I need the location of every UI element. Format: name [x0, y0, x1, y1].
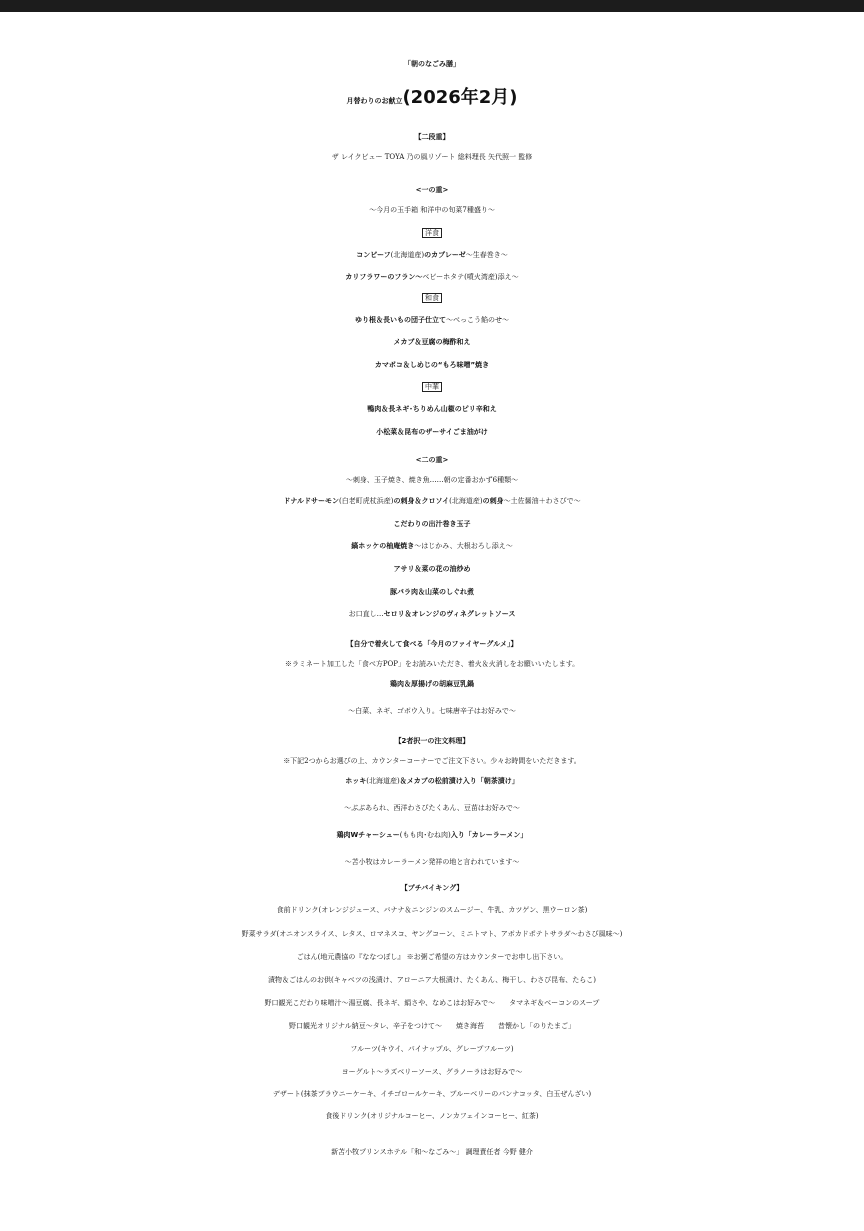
dish-note: ～べっこう餡のせ～	[446, 316, 509, 324]
western-dish-2	[0, 273, 864, 281]
buffet-line: 食前ドリンク(オレンジジュース、バナナ＆ニンジンのスムージー、牛乳、カツゲン、黒ウーロン茶)	[276, 906, 588, 914]
dish-name-cont: のカプレーゼ	[424, 251, 466, 259]
tier2-dish-asari: アサリ＆菜の花の油炒め	[393, 565, 471, 573]
tier2-dish-palate	[0, 610, 864, 618]
chinese-dish-2: 小松菜＆昆布のザーサイごま油がけ	[376, 428, 488, 436]
tier2-dish-hokke	[0, 542, 864, 550]
dish-note: ～生春巻き～	[465, 251, 508, 259]
chinese-label	[0, 382, 864, 392]
chinese-label-box: 中華	[422, 382, 442, 392]
menu-title-text: 月替わりのお献立	[346, 97, 403, 105]
jubako-heading: 【二段重】	[414, 133, 450, 141]
fire-gourmet-dish: 鶏肉＆厚揚げの胡麻豆乳鍋	[390, 680, 474, 688]
tier1-heading: <一の重>	[415, 186, 449, 194]
tier2-dish-tamago: こだわりの出汁巻き玉子	[393, 520, 471, 528]
order-dish-chazuke-desc: ～ぶぶあられ、西洋わさびたくあん、豆苗はお好みで～	[344, 804, 520, 812]
dish-name: コンビーフ	[356, 251, 391, 259]
order-choice-note: ※下記2つからお選びの上、カウンターコーナーでご注文下さい。少々お時間をいただきます。	[283, 757, 581, 765]
dish-name-cont: の刺身＆クロソイ	[393, 497, 450, 505]
dish-note: ～土佐醤油＋わさびで～	[503, 497, 581, 505]
dish-name-cont: 入り「カレーラーメン」	[450, 831, 528, 839]
dish-name: ゆり根＆長いもの団子仕立て	[355, 316, 446, 324]
order-choice-heading: 【2者択一の注文料理】	[394, 737, 470, 745]
order-dish-chazuke	[0, 777, 864, 785]
dish-origin: (北海道産)	[366, 777, 400, 785]
buffet-line: 野菜サラダ(オニオンスライス、レタス、ロマネスコ、ヤングコーン、ミニトマト、アボカドポテトサラダ～わさび風味～)	[241, 930, 623, 938]
tier2-dish-pork: 豚バラ肉＆山菜のしぐれ煮	[390, 588, 474, 596]
fire-gourmet-heading: 【自分で着火して食べる「今月のファイヤーグルメ」】	[346, 640, 518, 648]
tier2-tagline: ～刺身、玉子焼き、焼き魚……朝の定番おかず6種類～	[345, 476, 519, 484]
order-dish-ramen	[0, 831, 864, 839]
tier2-heading: <二の重>	[415, 456, 449, 464]
western-label-box: 洋食	[422, 228, 442, 238]
dish-note: ベビーホタテ(噴火湾産)添え～	[422, 273, 519, 281]
buffet-line: 漬物＆ごはんのお供(キャベツの浅漬け、アローニア大根漬け、たくあん、梅干し、わさび昆布、たらこ)	[268, 976, 596, 984]
japanese-label-box: 和食	[422, 293, 442, 303]
tier1-tagline: ～今月の玉手箱 和洋中の旬菜7種盛り～	[369, 206, 495, 214]
order-dish-ramen-desc: ～苫小牧はカレーラーメン発祥の地と言われています～	[344, 858, 520, 866]
buffet-line: フルーツ(キウイ、パイナップル、グレープフルーツ)	[350, 1045, 514, 1053]
buffet-line: デザート(抹茶ブラウニーケーキ、イチゴロールケーキ、ブルーベリーのパンナコッタ、白玉ぜんざい)	[272, 1090, 592, 1098]
menu-title	[0, 87, 864, 109]
buffet-line: 野口観光オリジナル納豆～タレ、辛子をつけて～ 焼き海苔 昔懐かし「のりたまご」	[288, 1022, 576, 1030]
japanese-dish-1	[0, 316, 864, 324]
dish-name: セロリ＆オレンジのヴィネグレットソース	[383, 610, 516, 618]
japanese-label	[0, 293, 864, 303]
dish-name: 鶏肉Wチャーシュー	[336, 831, 400, 839]
buffet-line: ヨーグルト～ラズベリーソース、グラノーラはお好みで～	[341, 1068, 523, 1076]
buffet-line: ごはん(地元農協の『ななつぼし』 ※お粥ご希望の方はカウンターでお申し出下さい。	[296, 953, 568, 961]
palate-prefix: お口直し…	[348, 610, 384, 618]
dish-origin: (もも肉･むね肉)	[399, 831, 451, 839]
dish-origin: (白老町虎杖浜産)	[339, 497, 394, 505]
japanese-dish-3: カマボコ＆しめじの“もろ味噌”焼き	[374, 361, 490, 369]
buffet-heading: 【プチバイキング】	[400, 884, 464, 892]
tier2-dish-sashimi	[0, 497, 864, 505]
menu-title-date: (2026年2月)	[402, 87, 518, 108]
dish-note: ～はじかみ、大根おろし添え～	[414, 542, 513, 550]
dish-name: ドナルドサーモン	[283, 497, 340, 505]
dish-name-cont: ＆メカブの松前漬け入り「朝茶漬け」	[399, 777, 519, 785]
dish-name: カリフラワーのフラン～	[345, 273, 423, 281]
buffet-line: 野口観光こだわり味噌汁～湯豆腐、長ネギ、絹さや、なめこはお好みで～ タマネギ＆ベーコンのスープ	[264, 999, 600, 1007]
dish-name: 縞ホッケの柚庵焼き	[351, 542, 415, 550]
menu-subtitle: 「朝のなごみ膳」	[404, 60, 460, 68]
supervisor-credit: ザ レイクビュー TOYA 乃の風リゾート 総料理長 矢代照一 監修	[331, 153, 533, 161]
fire-gourmet-desc: ～白菜、ネギ、ゴボウ入り。七味唐辛子はお好みで～	[348, 707, 516, 715]
footer-credit: 新苫小牧プリンスホテル「和～なごみ～」 調理責任者 今野 健介	[331, 1148, 533, 1156]
dish-origin: (北海道産)	[449, 497, 483, 505]
chinese-dish-1: 鴨肉＆長ネギ･ちりめん山椒のピリ辛和え	[367, 405, 497, 413]
japanese-dish-2: メカブ＆豆腐の梅酢和え	[393, 338, 471, 346]
dish-origin: (北海道産)	[390, 251, 425, 259]
buffet-line: 食後ドリンク(オリジナルコーヒー、ノンカフェインコーヒー、紅茶)	[325, 1112, 539, 1120]
dish-name-cont: の刺身	[482, 497, 504, 505]
western-dish-1	[0, 251, 864, 259]
dish-name: ホッキ	[345, 777, 367, 785]
fire-gourmet-note: ※ラミネート加工した「食べ方POP」をお読みいただき、着火＆火消しをお願いいたします。	[284, 660, 580, 668]
western-label	[0, 228, 864, 238]
